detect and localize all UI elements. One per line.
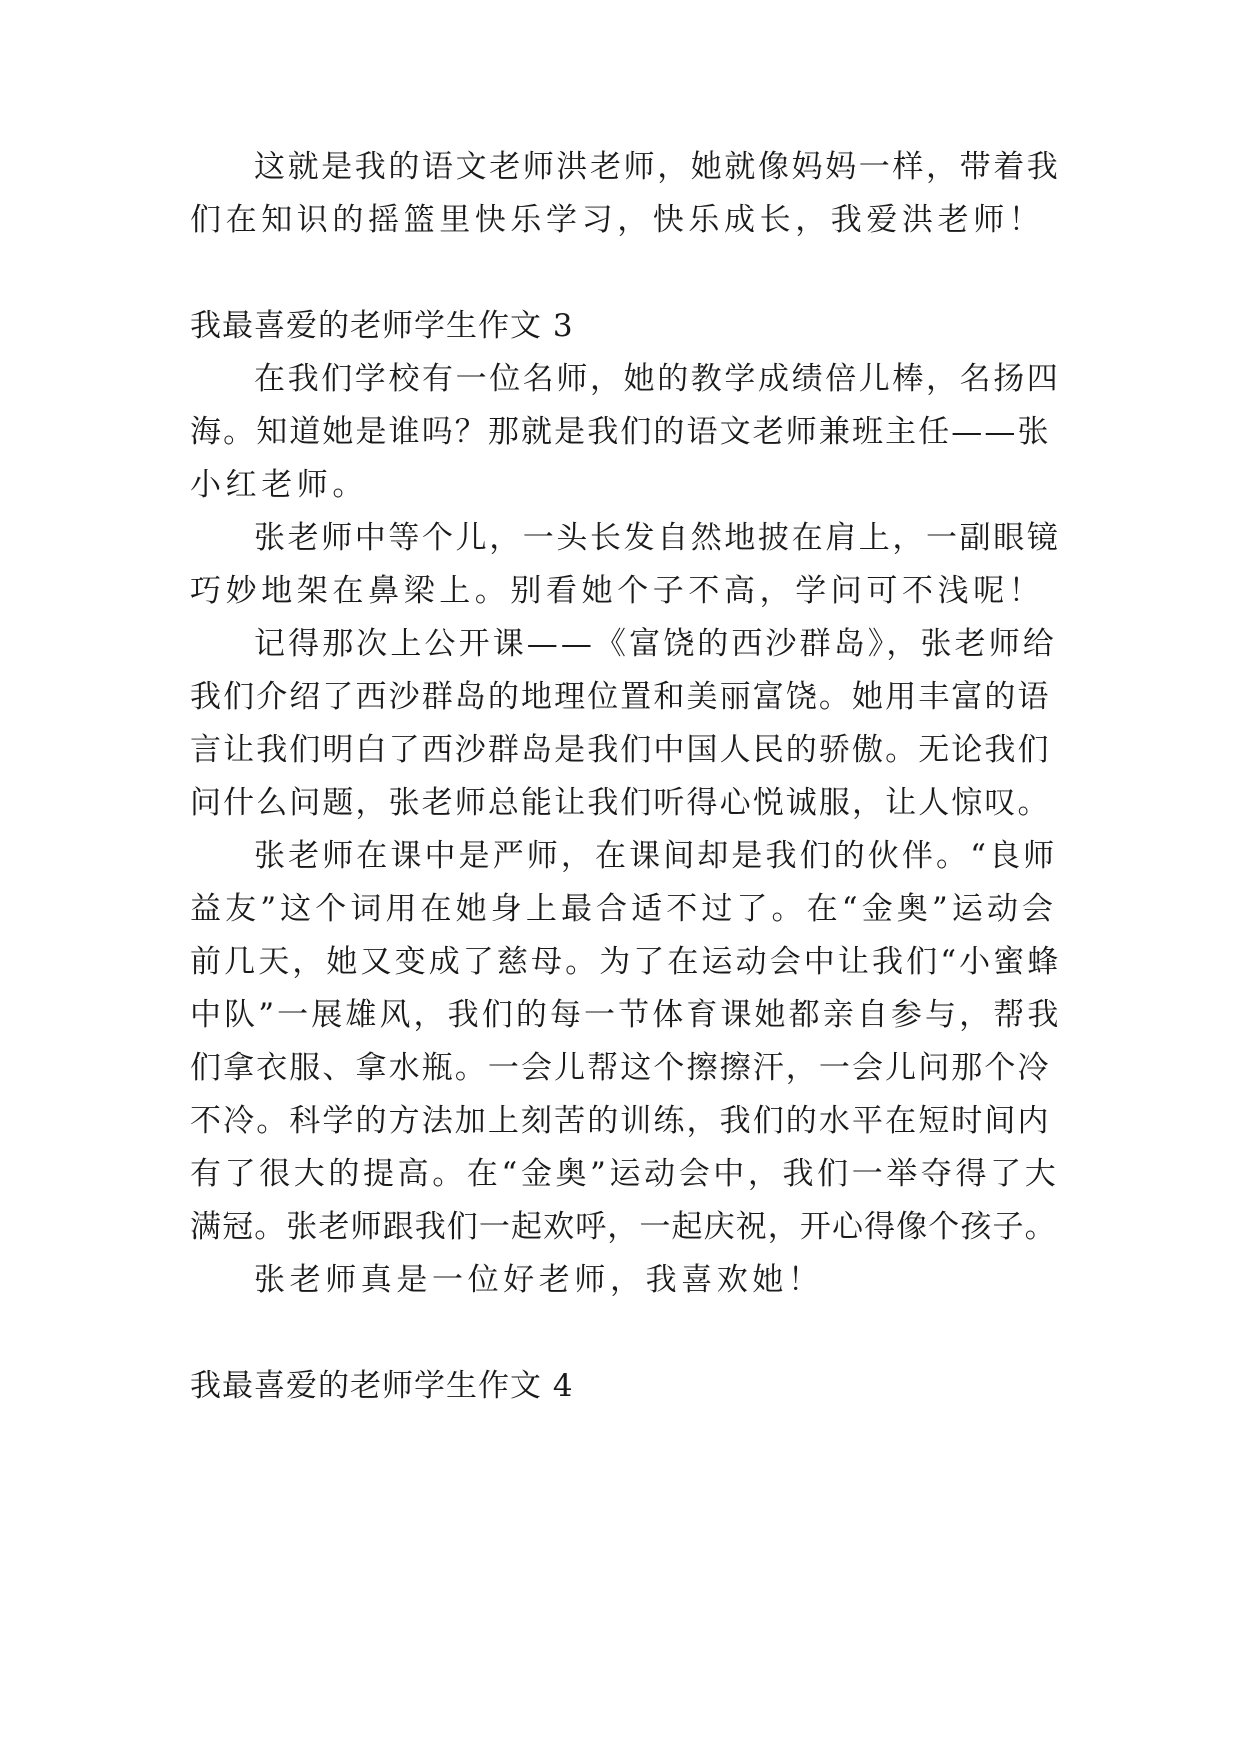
paragraph-line: 张老师真是一位好老师，我喜欢她！ — [254, 1262, 824, 1298]
paragraph-line: 言让我们明白了西沙群岛是我们中国人民的骄傲。无论我们 — [190, 732, 1051, 768]
paragraph-line: 巧妙地架在鼻梁上。别看她个子不高，学问可不浅呢！ — [190, 573, 1045, 609]
paragraph-line: 们拿衣服、拿水瓶。一会儿帮这个擦擦汗，一会儿问那个冷 — [190, 1050, 1051, 1086]
paragraph-line: 在我们学校有一位名师，她的教学成绩倍儿棒，名扬四 — [254, 361, 1061, 397]
paragraph-line: 益友”这个词用在她身上最合适不过了。在“金奥”运动会 — [190, 891, 1058, 927]
paragraph-line: 这就是我的语文老师洪老师，她就像妈妈一样，带着我 — [254, 149, 1061, 185]
paragraph-line: 海。知道她是谁吗？那就是我们的语文老师兼班主任——张 — [190, 414, 1051, 450]
paragraph-line: 张老师中等个儿，一头长发自然地披在肩上，一副眼镜 — [254, 520, 1061, 556]
paragraph-line: 小红老师。 — [190, 467, 368, 503]
paragraph-line: 前几天，她又变成了慈母。为了在运动会中让我们“小蜜蜂 — [190, 944, 1062, 980]
paragraph-line: 我们介绍了西沙群岛的地理位置和美丽富饶。她用丰富的语 — [190, 679, 1051, 715]
paragraph-line: 有了很大的提高。在“金奥”运动会中，我们一举夺得了大 — [190, 1156, 1060, 1192]
section-heading: 我最喜爱的老师学生作文 4 — [190, 1368, 574, 1404]
paragraph-line: 记得那次上公开课——《富饶的西沙群岛》，张老师给 — [254, 626, 1057, 662]
paragraph-line: 张老师在课中是严师，在课间却是我们的伙伴。“良师 — [254, 838, 1058, 874]
paragraph-line: 问什么问题，张老师总能让我们听得心悦诚服，让人惊叹。 — [190, 785, 1051, 821]
section-heading: 我最喜爱的老师学生作文 3 — [190, 308, 574, 344]
paragraph-line: 不冷。科学的方法加上刻苦的训练，我们的水平在短时间内 — [190, 1103, 1051, 1139]
paragraph-line: 中队”一展雄风，我们的每一节体育课她都亲自参与，帮我 — [190, 997, 1062, 1033]
paragraph-line: 们在知识的摇篮里快乐学习，快乐成长，我爱洪老师！ — [190, 202, 1045, 238]
paragraph-line: 满冠。张老师跟我们一起欢呼，一起庆祝，开心得像个孩子。 — [190, 1209, 1057, 1245]
